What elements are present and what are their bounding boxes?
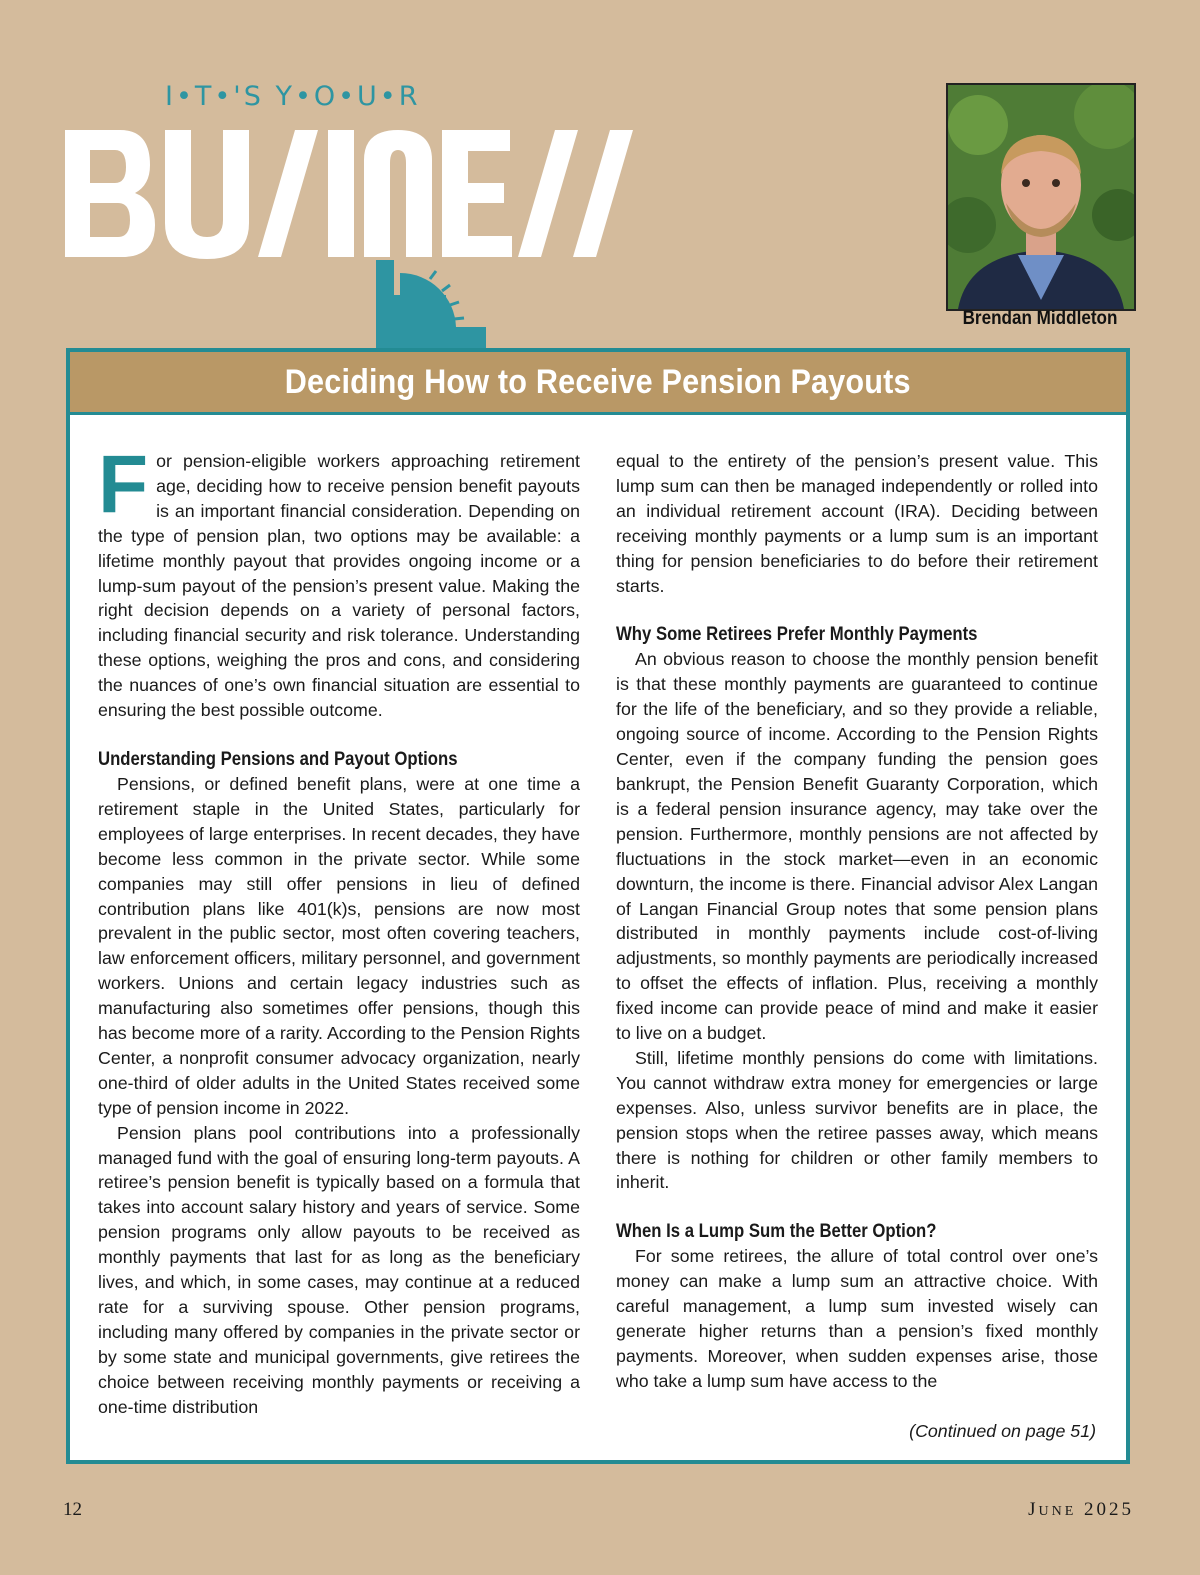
body-paragraph: For some retirees, the allure of total control over one’s money can make a lump sum an attractive choice. With careful management, a lump sum invested wisely can generate higher returns than a pension’s fixed monthly payments. Moreover, when sudden expenses arise, those who take a lump sum have access to the <box>616 1246 1098 1391</box>
business-logo <box>60 105 660 350</box>
body-paragraph: An obvious reason to choose the monthly pension benefit is that these monthly payments are guaranteed to continue for the life of the beneficiary, and so they provide a reliable, ongoing source of income. According to the Pension Rights Center, even if the company funding the pension goes bankrupt, the Pension Benefit Guaranty Corporation, which is a federal pension insurance agency, may take over the pension. Furthermore, monthly pensions are not affected by fluctuations in the stock market—even in an economic downturn, the income is there. Financial advisor Alex Langan of Langan Financial Group notes that some pension plans distributed in monthly payments include cost-of-living adjustments, so monthly payments are periodically increased to offset the effects of inflation. Plus, receiving a monthly fixed income can provide peace of mind and make it easier to live on a budget. <box>616 649 1098 1044</box>
masthead-kicker: I•T•'S Y•O•U•R <box>165 81 421 112</box>
issue-year: 2025 <box>1084 1499 1134 1520</box>
page-number: 12 <box>63 1499 82 1520</box>
right-column <box>616 449 1098 1394</box>
issue-month-initial: J <box>1028 1499 1039 1520</box>
body-paragraph: equal to the entirety of the pension’s present value. This lump sum can then be managed independently or rolled into an individual retirement account (IRA). Deciding between receiving monthly payments or a lump sum is an important thing for pension beneficiaries to do before their retirement starts. <box>616 451 1098 596</box>
body-paragraph: Pensions, or defined benefit plans, were at one time a retirement staple in the United States, particularly for employees of large enterprises. In recent decades, they have become less common in the private sector. While some companies may still offer pensions in lieu of defined contribution plans like 401(k)s, pensions are now most prevalent in the public sector, most often covering teachers, law enforcement officers, military personnel, and government workers. Unions and certain legacy industries such as manufacturing also sometimes offer pensions, though this has become more of a rarity. According to the Pension Rights Center, a nonprofit consumer advocacy organization, nearly one-third of older adults in the United States received some type of pension income in 2022. <box>98 773 580 1118</box>
issue-date <box>1028 1499 1134 1521</box>
title-bar <box>70 352 1126 415</box>
author-photo <box>946 83 1136 311</box>
section-heading: When Is a Lump Sum the Better Option? <box>616 1221 937 1243</box>
issue-month-rest: UNE <box>1038 1504 1077 1519</box>
author-caption: Brendan Middleton <box>962 308 1118 329</box>
left-column <box>98 439 580 1420</box>
section-heading: Why Some Retirees Prefer Monthly Payments <box>616 624 978 646</box>
body-paragraph: Pension plans pool contributions into a professionally managed fund with the goal of ensuring long-term payouts. A retiree’s pension benefit is typically based on a formula that takes into account salary history and years of service. Some pension programs only allow payouts to be received as monthly payments that last for as long as the beneficiary lives, and which, in some cases, may continue at a reduced rate for a surviving spouse. Other pension programs, including many offered by companies in the private sector or by some state and municipal governments, give retirees the choice between receiving monthly payments or receiving a one-time distribution <box>98 1122 580 1417</box>
drop-cap: F <box>98 439 149 530</box>
article-title: Deciding How to Receive Pension Payouts <box>285 362 911 401</box>
section-heading: Understanding Pensions and Payout Options <box>98 748 458 770</box>
portrait-illustration <box>948 85 1134 309</box>
masthead <box>60 75 660 350</box>
intro-text: or pension-eligible workers approaching retirement age, deciding how to receive pension benefit payouts is an important financial consideration. Depending on the type of pension plan, two options may be available: a lifetime monthly payout that provides ongoing income or a lump-sum payout of the pension’s present value. Making the right decision depends on a variety of personal factors, including financial security and risk tolerance. Understanding these options, weighing the pros and cons, and considering the nuances of one’s own financial situation are essential to ensuring the best possible outcome. <box>98 451 580 721</box>
intro-paragraph <box>98 439 580 723</box>
continued-note: (Continued on page 51) <box>909 1421 1096 1441</box>
body-paragraph: Still, lifetime monthly pensions do come with limitations. You cannot withdraw extra money for emergencies or large expenses. Also, unless survivor benefits are in place, the pension stops when the retiree passes away, which means there is nothing for children or other family members to inherit. <box>616 1047 1098 1193</box>
article-frame <box>66 348 1130 1464</box>
